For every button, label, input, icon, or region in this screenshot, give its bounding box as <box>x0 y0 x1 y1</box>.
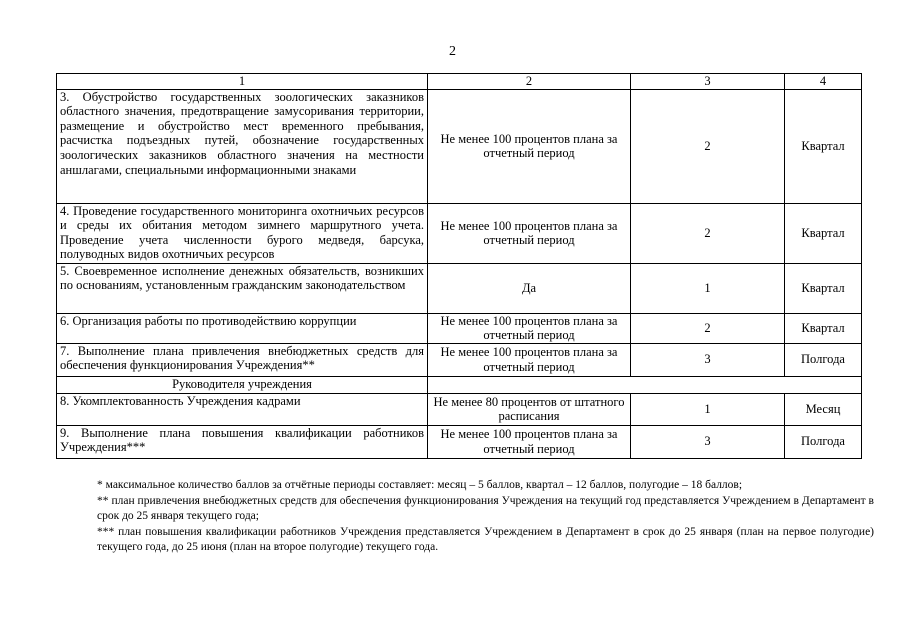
criterion-cell: 5. Своевременное исполнение денежных обязательств, возникших по основаниям, установленным гражданским законодательством <box>57 263 428 313</box>
section-empty-cell <box>428 376 862 393</box>
score-cell: 1 <box>631 393 785 425</box>
value-cell: Не менее 100 процентов плана за отчетный период <box>428 89 631 203</box>
table-row <box>57 313 862 343</box>
value-cell: Не менее 100 процентов плана за отчетный период <box>428 203 631 263</box>
table-row <box>57 343 862 376</box>
score-cell: 2 <box>631 313 785 343</box>
table-row <box>57 425 862 458</box>
criteria-table <box>56 73 862 459</box>
value-cell: Не менее 100 процентов плана за отчетный период <box>428 313 631 343</box>
section-title: Руководителя учреждения <box>57 376 428 393</box>
value-cell: Не менее 80 процентов от штатного расписания <box>428 393 631 425</box>
footnote-2: ** план привлечения внебюджетных средств для обеспечения функционирования Учреждения на текущий год представляется Учреждением в Департамент в срок до 25 января текущего года; <box>97 494 874 522</box>
score-cell: 3 <box>631 343 785 376</box>
criterion-cell: 3. Обустройство государственных зоологических заказников областного значения, предотвращение замусоривания территории, размещение и обустройство мест временного пребывания, расчистка подъездных путей, обозначение государственных зоологических заказников областного значения на местности аншлагами, специальными информационными знаками <box>57 89 428 203</box>
period-cell: Квартал <box>785 313 862 343</box>
page-number: 2 <box>449 44 456 59</box>
table-header-row <box>57 74 862 90</box>
score-cell: 2 <box>631 203 785 263</box>
table-row <box>57 203 862 263</box>
column-header-3: 3 <box>631 74 785 90</box>
footnote-3: *** план повышения квалификации работников Учреждения представляется Учреждением в Департамент в срок до 25 января (план на первое полугодие) текущего года, до 25 июня (план на второе полугодие) текущего года. <box>97 525 874 553</box>
footnote-1: * максимальное количество баллов за отчётные периоды составляет: месяц – 5 баллов, квартал – 12 баллов, полугодие – 18 баллов; <box>97 479 743 491</box>
table-row <box>57 263 862 313</box>
criterion-cell: 7. Выполнение плана привлечения внебюджетных средств для обеспечения функционирования Учреждения** <box>57 343 428 376</box>
criterion-cell: 9. Выполнение плана повышения квалификации работников Учреждения*** <box>57 425 428 458</box>
section-row <box>57 376 862 393</box>
period-cell: Полгода <box>785 425 862 458</box>
period-cell: Месяц <box>785 393 862 425</box>
score-cell: 3 <box>631 425 785 458</box>
value-cell: Не менее 100 процентов плана за отчетный период <box>428 343 631 376</box>
column-header-1: 1 <box>57 74 428 90</box>
period-cell: Квартал <box>785 203 862 263</box>
criterion-cell: 6. Организация работы по противодействию коррупции <box>57 313 428 343</box>
table-row <box>57 393 862 425</box>
criterion-cell: 4. Проведение государственного мониторинга охотничьих ресурсов и среды их обитания методом зимнего маршрутного учета. Проведение учета численности бурого медведя, барсука, полуводных видов охотничьих ресурсов <box>57 203 428 263</box>
period-cell: Квартал <box>785 263 862 313</box>
footnotes <box>97 478 874 556</box>
period-cell: Полгода <box>785 343 862 376</box>
score-cell: 2 <box>631 89 785 203</box>
value-cell: Не менее 100 процентов плана за отчетный период <box>428 425 631 458</box>
column-header-4: 4 <box>785 74 862 90</box>
value-cell: Да <box>428 263 631 313</box>
score-cell: 1 <box>631 263 785 313</box>
period-cell: Квартал <box>785 89 862 203</box>
criterion-cell: 8. Укомплектованность Учреждения кадрами <box>57 393 428 425</box>
table-row <box>57 89 862 203</box>
column-header-2: 2 <box>428 74 631 90</box>
